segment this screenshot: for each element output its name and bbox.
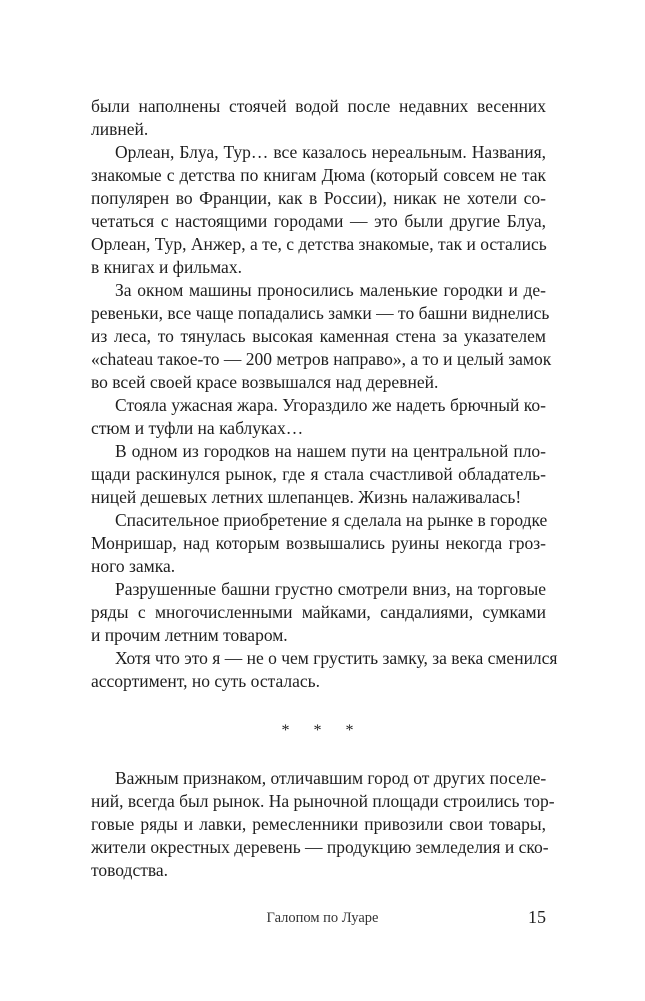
text-line: жители окрестных деревень — продукцию земледелия и ско- bbox=[91, 837, 549, 857]
text-line: популярен во Франции, как в России), никак не хотели со- bbox=[91, 188, 546, 208]
text-line: товодства. bbox=[91, 860, 169, 880]
text-line: Спасительное приобретение я сделала на рынке в городке bbox=[115, 510, 548, 530]
text-line: За окном машины проносились маленькие городки и де- bbox=[115, 280, 546, 300]
text-line: из леса, то тянулась высокая каменная стена за указателем bbox=[91, 326, 546, 346]
text-line: знакомые с детства по книгам Дюма (который совсем не так bbox=[91, 165, 546, 185]
text-line: Монришар, над которым возвышались руины некогда гроз- bbox=[91, 533, 546, 553]
running-title: Галопом по Луаре bbox=[266, 910, 379, 926]
text-line: ного замка. bbox=[91, 556, 176, 576]
text-line: четаться с настоящими городами — это были другие Блуа, bbox=[91, 211, 546, 231]
text-line: ливней. bbox=[91, 119, 149, 139]
text-line: щади раскинулся рынок, где я стала счастливой обладатель- bbox=[91, 464, 546, 484]
page-number: 15 bbox=[528, 907, 546, 927]
text-line: Важным признаком, отличавшим город от других поселе- bbox=[115, 768, 547, 788]
text-line: В одном из городков на нашем пути на центральной пло- bbox=[115, 441, 546, 461]
text-line: в книгах и фильмах. bbox=[91, 257, 242, 277]
text-line: были наполнены стоячей водой после недавних весенних bbox=[91, 96, 546, 116]
text-line: ний, всегда был рынок. На рыночной площади строились тор- bbox=[91, 791, 555, 811]
text-line: говые ряды и лавки, ремесленники привозили свои товары, bbox=[91, 814, 546, 834]
text-line: Орлеан, Блуа, Тур… все казалось нереальным. Названия, bbox=[115, 142, 546, 162]
section-separator: * * * bbox=[281, 722, 364, 739]
text-line: ассортимент, но суть осталась. bbox=[91, 671, 321, 691]
text-line: «chateau такое-то — 200 метров направо», а то и целый замок bbox=[91, 349, 552, 369]
text-line: Разрушенные башни грустно смотрели вниз, на торговые bbox=[115, 579, 546, 599]
text-line: во всей своей красе возвышался над деревней. bbox=[91, 372, 439, 392]
text-line: и прочим летним товаром. bbox=[91, 625, 288, 645]
text-line: ряды с многочисленными майками, сандалиями, сумками bbox=[91, 602, 546, 622]
text-line: Орлеан, Тур, Анжер, а те, с детства знакомые, так и остались bbox=[91, 234, 547, 254]
text-line: ницей дешевых летних шлепанцев. Жизнь налаживалась! bbox=[91, 487, 522, 507]
text-line: Хотя что это я — не о чем грустить замку, за века сменился bbox=[115, 648, 558, 668]
text-line: ревеньки, все чаще попадались замки — то башни виднелись bbox=[91, 303, 550, 323]
text-line: Стояла ужасная жара. Угораздило же надеть брючный ко- bbox=[115, 395, 546, 415]
text-line: стюм и туфли на каблуках… bbox=[91, 418, 304, 438]
